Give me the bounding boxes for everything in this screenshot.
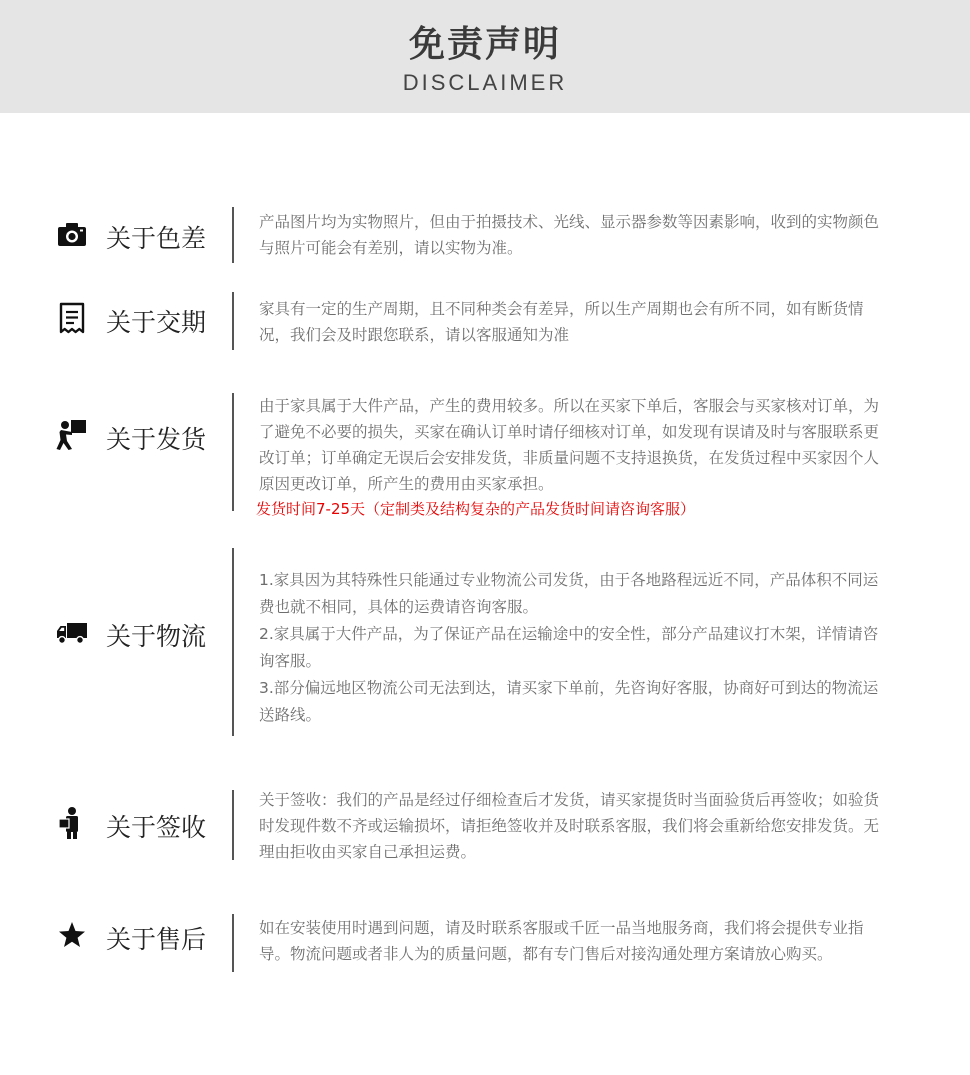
section-logistics <box>0 548 970 738</box>
section-label: 关于发货 <box>106 425 207 454</box>
section-body <box>259 915 884 967</box>
section-paragraph: 由于家具属于大件产品，产生的费用较多。所以在买家下单后，客服会与买家核对订单，为了避免不必要的损失，买家在确认订单时请仔细核对订单，如发现有误请及时与客服联系更改订单；订单确定无误后会安排发货，非质量问题不支持退换货，在发货过程中买家因个人原因更改订单，所产生的费用由买家承担。 <box>259 397 880 493</box>
section-color-difference <box>0 205 970 265</box>
section-label: 关于物流 <box>106 622 207 651</box>
divider <box>232 207 234 263</box>
divider <box>232 292 234 350</box>
delivery-person-icon <box>55 806 89 840</box>
divider <box>232 914 234 972</box>
section-body <box>259 296 884 348</box>
section-sign-for-receipt <box>0 790 970 862</box>
section-body <box>256 393 884 521</box>
section-label: 关于色差 <box>106 224 207 253</box>
page-title: 免责声明 <box>408 24 561 65</box>
section-body <box>259 787 884 865</box>
page-header <box>0 0 970 113</box>
section-paragraph: 如在安装使用时遇到问题，请及时联系客服或千匠一品当地服务商，我们将会提供专业指导。物流问题或者非人为的质量问题，都有专门售后对接沟通处理方案请放心购买。 <box>259 919 864 963</box>
section-label: 关于签收 <box>106 813 207 842</box>
section-shipping <box>0 393 970 518</box>
courier-icon <box>55 418 89 452</box>
section-label: 关于交期 <box>106 308 207 337</box>
divider <box>232 393 234 511</box>
section-paragraph: 1.家具因为其特殊性只能通过专业物流公司发货，由于各地路程远近不同，产品体积不同运费也就不相同，具体的运费请咨询客服。 <box>259 571 879 616</box>
section-paragraph: 家具有一定的生产周期，且不同种类会有差异，所以生产周期也会有所不同，如有断货情况，我们会及时跟您联系，请以客服通知为准 <box>259 300 864 344</box>
divider <box>232 790 234 860</box>
section-delivery-period <box>0 292 970 352</box>
truck-icon <box>55 615 89 649</box>
star-icon <box>55 918 89 952</box>
section-after-sales <box>0 914 970 984</box>
section-paragraph: 3.部分偏远地区物流公司无法到达，请买家下单前，先咨询好客服，协商好可到达的物流运送路线。 <box>259 679 879 724</box>
section-paragraph: 关于签收：我们的产品是经过仔细检查后才发货，请买家提货时当面验货后再签收；如验货时发现件数不齐或运输损坏，请拒绝签收并及时联系客服，我们将会重新给您安排发货。无理由拒收由买家自己承担运费。 <box>259 791 880 861</box>
section-label: 关于售后 <box>106 925 207 954</box>
section-paragraph: 2.家具属于大件产品，为了保证产品在运输途中的安全性，部分产品建议打木架，详情请咨询客服。 <box>259 625 879 670</box>
section-paragraph: 产品图片均为实物照片，但由于拍摄技术、光线、显示器参数等因素影响，收到的实物颜色与照片可能会有差别，请以实物为准。 <box>259 213 880 257</box>
section-body <box>259 209 884 261</box>
divider <box>232 548 234 736</box>
section-body <box>259 567 884 729</box>
page-subtitle: DISCLAIMER <box>402 70 568 95</box>
receipt-icon <box>55 301 89 335</box>
shipping-time-note: 发货时间7-25天（定制类及结构复杂的产品发货时间请咨询客服） <box>256 500 696 518</box>
camera-icon <box>55 217 89 251</box>
